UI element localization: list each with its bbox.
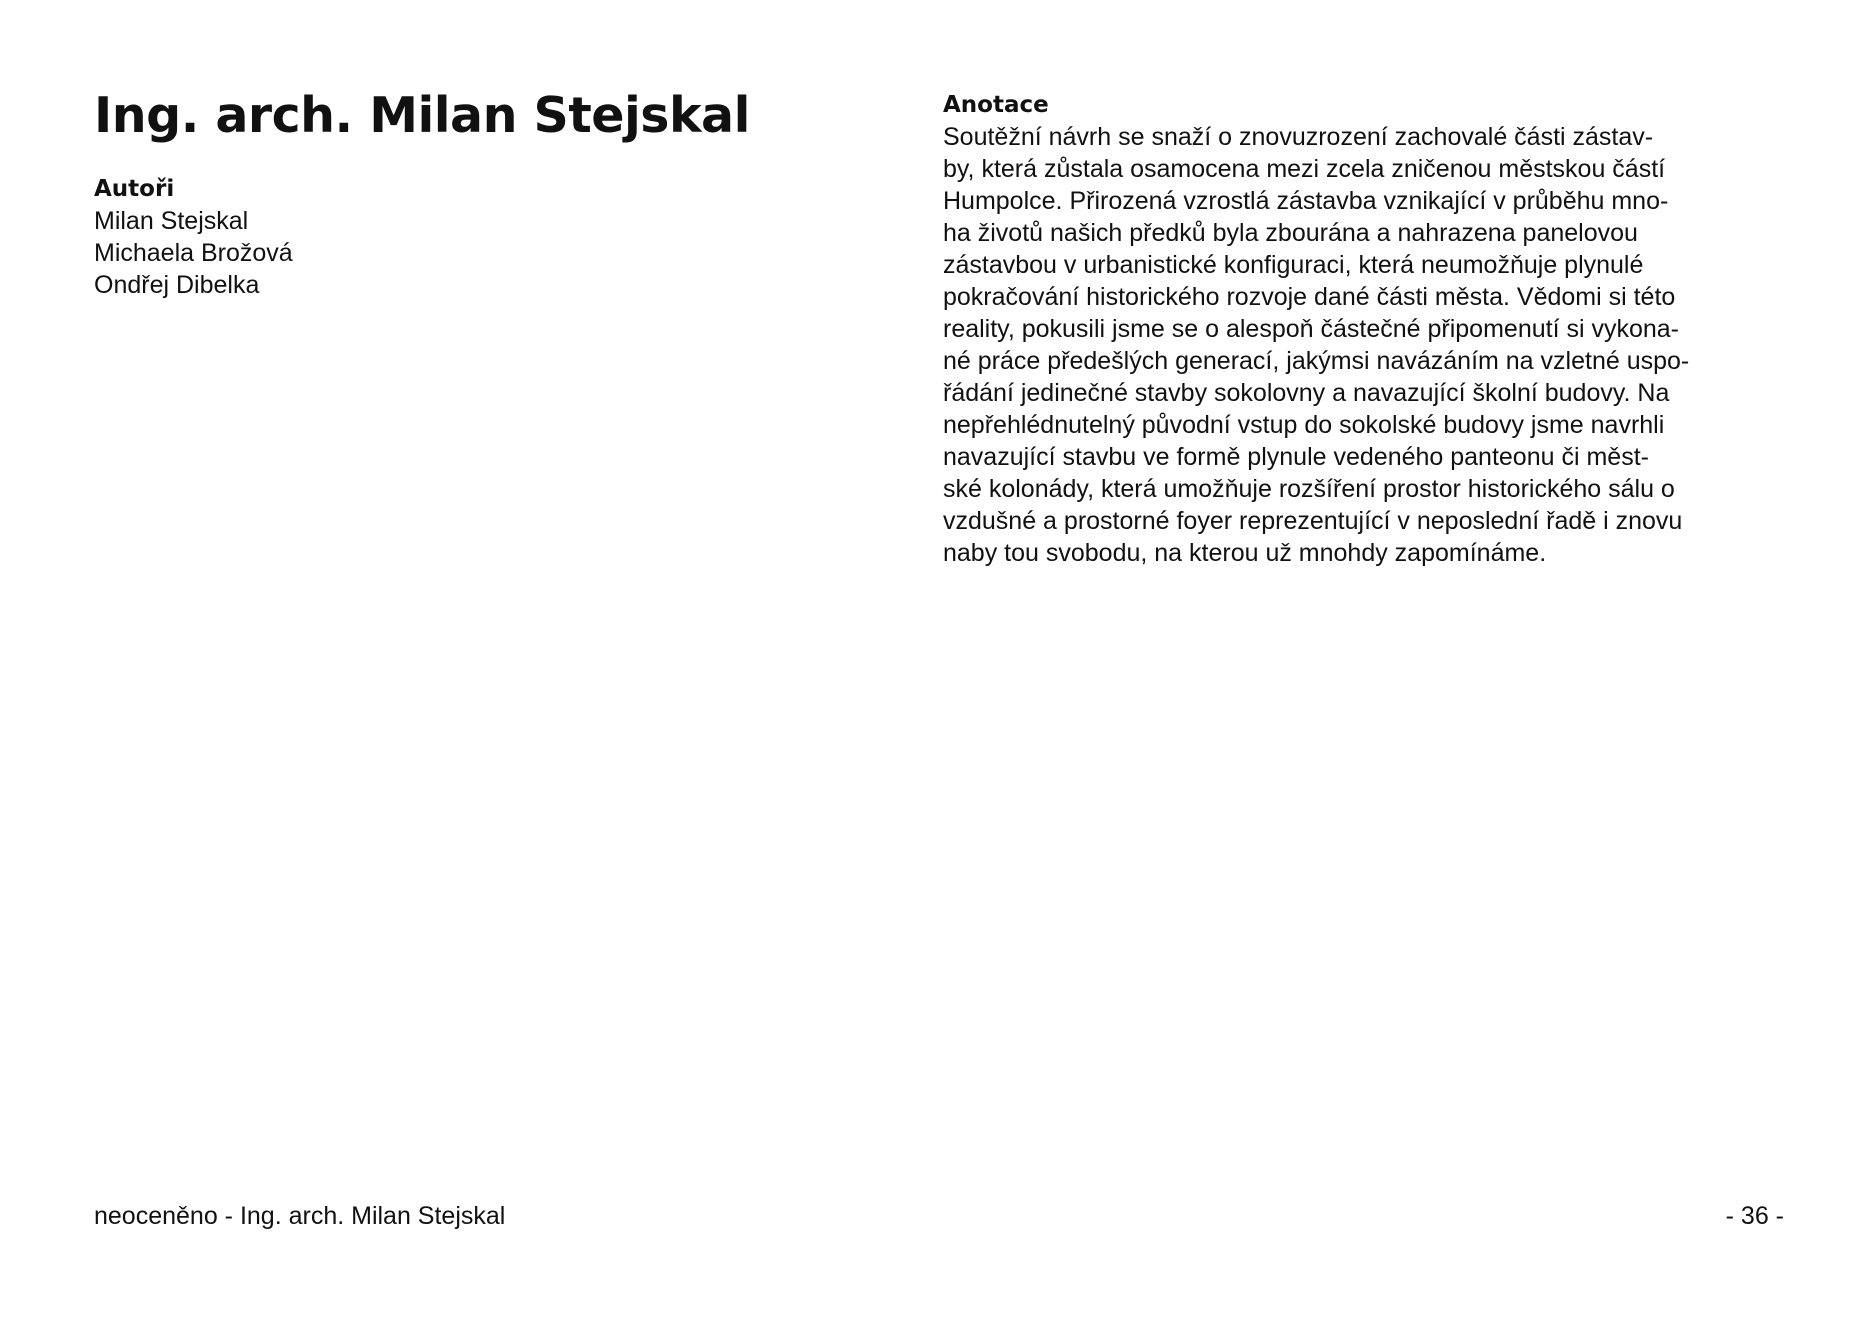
authors-section [94, 173, 794, 301]
footer-caption: neoceněno - Ing. arch. Milan Stejskal [94, 1202, 506, 1230]
annotation-line: ha životů našich předků byla zbourána a nahrazena panelovou [943, 219, 1638, 247]
annotation-line: ské kolonády, která umožňuje rozšíření prostor historického sálu o [943, 475, 1675, 503]
annotation-line: Soutěžní návrh se snaží o znovuzrození zachovalé části zástav- [943, 123, 1654, 151]
annotation-line: zástavbou v urbanistické konfiguraci, která neumožňuje plynulé [943, 251, 1644, 279]
annotation-line: Humpolce. Přirozená vzrostlá zástavba vznikající v průběhu mno- [943, 187, 1669, 215]
author-name: Ondřej Dibelka [94, 271, 260, 299]
author-name: Michaela Brožová [94, 239, 293, 267]
annotation-line: naby tou svobodu, na kterou už mnohdy zapomínáme. [943, 539, 1547, 567]
annotation-heading: Anotace [943, 92, 1049, 118]
authors-heading: Autoři [94, 176, 175, 202]
annotation-line: navazující stavbu ve formě plynule vedeného panteonu či měst- [943, 443, 1649, 471]
annotation-line: reality, pokusili jsme se o alespoň částečné připomenutí si vykona- [943, 315, 1679, 343]
annotation-line: né práce předešlých generací, jakýmsi navázáním na vzletné uspo- [943, 347, 1690, 375]
annotation-line: vzdušné a prostorné foyer reprezentující v neposlední řadě i znovu [943, 507, 1683, 535]
annotation-line: pokračování historického rozvoje dané části města. Vědomi si této [943, 283, 1676, 311]
annotation-section [943, 89, 1793, 569]
page-title: Ing. arch. Milan Stejskal [94, 87, 750, 144]
annotation-line: by, která zůstala osamocena mezi zcela zničenou městskou částí [943, 155, 1666, 183]
page-number: - 36 - [1725, 1202, 1784, 1230]
author-name: Milan Stejskal [94, 207, 249, 235]
annotation-line: řádání jedinečné stavby sokolovny a navazující školní budovy. Na [943, 379, 1670, 407]
authors-list [94, 205, 794, 301]
annotation-text [943, 121, 1793, 569]
annotation-line: nepřehlédnutelný původní vstup do sokolské budovy jsme navrhli [943, 411, 1665, 439]
